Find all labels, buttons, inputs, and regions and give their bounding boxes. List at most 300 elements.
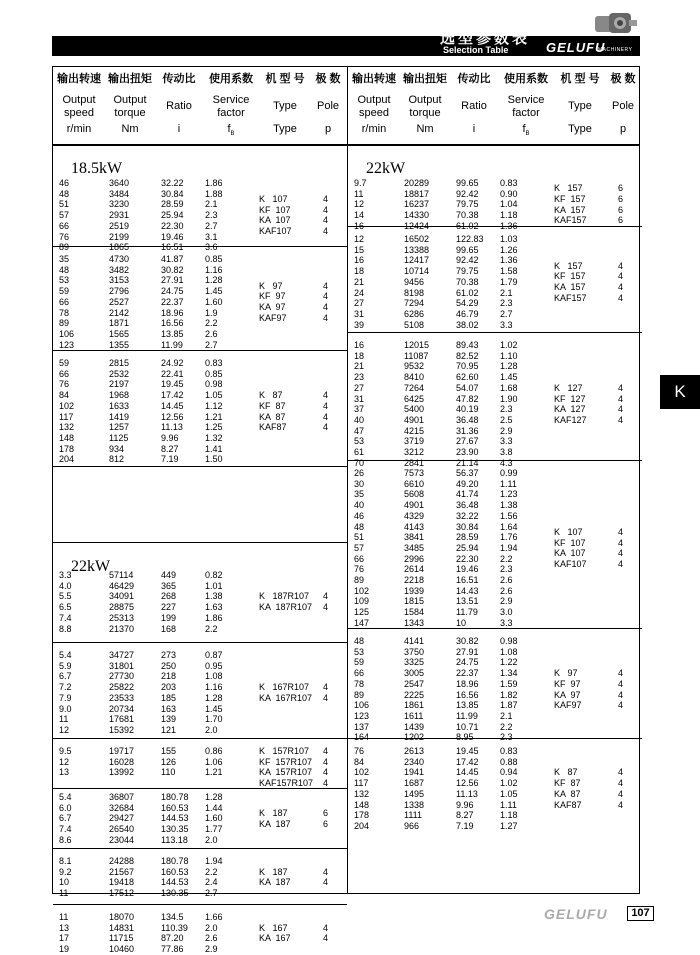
pole-value: 6 [618,204,624,215]
cell-value: 40 [354,500,365,511]
group-separator [53,904,347,905]
group-separator [53,466,347,467]
col-pole [618,383,623,426]
cell-value: 2.5 [500,414,513,425]
cell-value: 7.2 [59,682,72,693]
cell-value: 11715 [109,933,134,944]
cell-value: 92.42 [456,188,479,199]
cell-value: 17 [59,933,70,944]
cell-value: 3.3 [500,617,513,628]
cell-value: 6425 [404,393,425,404]
cell-value: 7573 [404,468,425,478]
cell-value: 3841 [404,532,425,543]
cell-value: 1.77 [205,824,223,835]
col-pole [323,591,328,612]
pole-value: 4 [618,678,624,689]
cell-value: 25313 [109,612,135,623]
cell-value: 99.65 [456,244,479,255]
unit-subscript: B [525,131,530,138]
col-pole [323,682,328,703]
col-n [59,856,72,899]
col-m [404,746,424,832]
col-f [205,358,223,465]
cell-value: 178 [354,810,370,821]
cell-value: 1.28 [205,692,223,703]
cell-value: 1.36 [500,220,518,231]
cell-value: 3.3 [59,570,72,580]
pole-value: 6 [618,215,624,226]
cell-value: 2199 [109,231,130,242]
cell-value: 13.51 [456,596,479,607]
cell-value: 123 [59,339,75,350]
cell-value: 3005 [404,668,425,679]
cell-value: 3.3 [500,319,513,330]
col-type [554,383,587,426]
cell-value: 130.35 [161,888,189,899]
col-type [259,808,291,829]
cell-value: 1.94 [205,856,223,866]
cell-value: 7.19 [161,454,179,465]
pole-value: 4 [323,302,329,313]
cell-value: 9.7 [354,178,367,188]
pole-value: 4 [323,682,329,693]
cell-value: 5400 [404,404,425,415]
cell-value: 1.25 [205,422,223,433]
column-header-en-line: Ratio [166,100,192,112]
cell-value: 2.0 [205,724,218,735]
cell-value: 1.60 [205,296,223,307]
cell-value: 99.65 [456,178,479,188]
cell-value: 1419 [109,411,130,422]
col-n [354,234,364,330]
column-header-en-line: Type [568,100,592,112]
cell-value: 0.85 [205,254,223,264]
cell-value: 139 [161,714,177,725]
column-header-en-line: Service [507,94,545,106]
cell-value: 1338 [404,799,425,810]
cell-value: 31801 [109,660,135,671]
type-value: KF 97 [259,291,286,302]
cell-value: 76 [59,231,70,242]
cell-value: 2.0 [205,922,218,933]
cell-value: 51 [354,532,365,543]
pole-value: 4 [618,382,624,393]
pole-value: 4 [323,922,329,933]
cell-value: 6.5 [59,602,72,613]
cell-value: 2340 [404,756,425,767]
type-value: KF 107 [554,537,586,548]
pole-value: 4 [618,271,624,282]
cell-value: 2.7 [205,339,218,350]
cell-value: 40 [354,414,365,425]
cell-value: 2142 [109,307,130,318]
cell-value: 1.86 [205,612,223,623]
type-value: KA 187 [259,818,291,829]
col-type [259,281,287,324]
col-type [259,867,291,888]
cell-value: 28.59 [456,532,479,543]
col-m [109,254,129,350]
cell-value: 1.94 [500,542,518,553]
cell-value: 0.90 [500,188,518,199]
cell-value: 0.87 [205,650,223,660]
column-header-en-line: speed [64,107,94,119]
cell-value: 25.94 [161,210,184,221]
cell-value: 12 [354,234,365,244]
pole-value: 4 [618,700,624,711]
col-i [456,468,479,629]
cell-value: 117 [59,411,74,422]
cell-value: 1.04 [500,199,518,210]
cell-value: 15392 [109,724,135,735]
column-header-en [105,94,155,120]
cell-value: 164 [354,732,370,743]
cell-value: 1.70 [205,714,223,725]
cell-value: 70.38 [456,276,479,287]
cell-value: 1.16 [205,264,223,275]
type-value: K 187 [259,866,288,877]
column-header-en [352,94,396,120]
cell-value: 16.56 [161,318,184,329]
group-separator [348,460,642,461]
cell-value: 102 [354,767,370,778]
type-value: KA 97 [554,689,581,700]
cell-value: 8.95 [456,732,474,743]
cell-value: 3640 [109,178,130,188]
cell-value: 0.86 [205,746,223,756]
column-header-zh: 输出转速 [352,73,396,85]
col-i [456,234,484,330]
col-f [205,570,223,634]
cell-value: 1355 [109,339,130,350]
cell-value: 1968 [109,390,130,401]
cell-value: 24.75 [161,286,184,297]
type-value: KA 157 [554,204,586,215]
cell-value: 18070 [109,912,135,922]
type-value: KAF97 [554,700,582,711]
cell-value: 1.79 [500,276,518,287]
cell-value: 1.28 [205,275,223,286]
cell-value: 16.51 [456,575,479,586]
cell-value: 1.87 [500,700,518,711]
col-i [456,178,479,232]
pole-value: 4 [618,537,624,548]
cell-value: 3.8 [500,447,513,458]
col-pole [618,183,623,226]
cell-value: 160.53 [161,866,189,877]
column-unit: $f_B$ [227,123,235,138]
cell-value: 1861 [404,700,425,711]
cell-value: 12015 [404,340,430,350]
cell-value: 61.02 [456,220,479,231]
col-i [456,340,479,468]
cell-value: 1.21 [205,767,223,778]
cell-value: 8.27 [456,810,474,821]
cell-value: 1.56 [500,510,518,521]
cell-value: 12.56 [161,411,184,422]
col-m [109,856,134,899]
col-type [259,194,292,237]
cell-value: 92.42 [456,255,479,266]
column-unit: p [324,123,332,135]
cell-value: 27730 [109,671,135,682]
col-n [59,792,72,846]
cell-value: 61 [354,447,365,458]
cell-value: 54.07 [456,382,479,393]
column-header-en-line: speed [359,107,389,119]
cell-value: 2527 [109,296,130,307]
group-separator [348,332,642,333]
cell-value: 11.13 [456,788,478,799]
cell-value: 125 [354,607,370,618]
group-separator [53,350,347,351]
cell-value: 34091 [109,591,135,602]
cell-value: 32684 [109,802,135,813]
cell-value: 14831 [109,922,135,933]
type-value: K 167 [259,922,288,933]
pole-value: 4 [323,280,329,291]
type-value: KF 97 [554,678,581,689]
cell-value: 84 [354,756,365,767]
pole-value: 4 [323,400,329,411]
cell-value: 22.41 [161,368,184,379]
cell-value: 1.59 [500,678,518,689]
cell-value: 48 [354,521,365,532]
cell-value: 2.6 [205,933,218,944]
cell-value: 2.3 [500,298,513,309]
cell-value: 3325 [404,657,425,668]
pole-value: 4 [323,291,329,302]
left-panel [53,146,347,955]
pole-value: 4 [323,194,329,205]
power-title: 18.5kW [71,160,123,177]
col-m [109,178,129,253]
type-value: KF 157 [554,194,586,205]
type-value: KA 87 [259,411,286,422]
cell-value: 0.99 [500,468,518,478]
cell-value: 11.13 [161,422,183,433]
column-unit: r/min [66,123,92,135]
cell-value: 11 [59,888,69,899]
cell-value: 1.45 [205,286,223,297]
cell-value: 1.08 [500,646,518,657]
group-separator [348,226,642,227]
cell-value: 59 [354,657,365,668]
cell-value: 1.21 [205,411,223,422]
cell-value: 2519 [109,220,130,231]
cell-value: 82.52 [456,350,479,361]
cell-value: 1.12 [205,400,223,411]
cell-value: 16502 [404,234,430,244]
group-separator [348,738,642,739]
cell-value: 1.28 [500,361,518,372]
cell-value: 2.4 [205,877,218,888]
cell-value: 16237 [404,199,430,210]
cell-value: 70.95 [456,361,479,372]
cell-value: 180.78 [161,856,189,866]
pole-value: 4 [618,668,624,679]
col-type [259,746,313,789]
col-i [161,792,189,846]
cell-value: 2.2 [500,721,513,732]
cell-value: 89.43 [456,340,479,350]
cell-value: 144.53 [161,813,189,824]
col-pole [323,746,328,789]
cell-value: 46.79 [456,308,479,319]
cell-value: 30.84 [456,521,479,532]
cell-value: 18817 [404,188,430,199]
cell-value: 66 [354,553,365,564]
cell-value: 130.35 [161,824,189,835]
cell-value: 3.1 [205,231,218,242]
cell-value: 13992 [109,767,135,778]
cell-value: 0.98 [205,379,223,390]
col-f [205,650,223,736]
cell-value: 89 [59,242,70,253]
cell-value: 1.88 [205,188,223,199]
cell-value: 5.4 [59,650,72,660]
cell-value: 16 [354,340,365,350]
pole-value: 4 [323,422,329,433]
column-unit: $f_B$ [522,123,530,138]
pole-value: 4 [618,414,624,425]
cell-value: 76 [354,746,365,756]
cell-value: 1.64 [500,521,518,532]
cell-value: 25.94 [456,542,479,553]
pole-value: 4 [323,602,329,613]
col-m [109,912,134,955]
cell-value: 38.02 [456,319,479,330]
cell-value: 2.3 [205,210,218,221]
cell-value: 40.19 [456,404,479,415]
cell-value: 148 [59,432,75,443]
column-header-zh: 传动比 [457,73,491,85]
pole-value: 4 [323,866,329,877]
col-type [554,668,582,711]
cell-value: 30.82 [161,264,184,275]
cell-value: 2841 [404,457,425,468]
column-header-en [57,94,101,120]
column-header-zh: 输出扭矩 [403,73,447,85]
cell-value: 66 [59,368,70,379]
type-value: K 167R107 [259,682,310,693]
column-header-en-line: Output [357,94,391,106]
cell-value: 9.96 [161,432,179,443]
cell-value: 12424 [404,220,430,231]
type-value: KA 127 [554,404,586,415]
column-unit: r/min [361,123,387,135]
cell-value: 2.2 [205,318,218,329]
cell-value: 1.10 [500,350,518,361]
column-header-en [159,100,199,113]
cell-value: 9.2 [59,866,72,877]
cell-value: 32.22 [161,178,184,188]
cell-value: 26540 [109,824,135,835]
cell-value: 0.82 [205,570,223,580]
type-value: KAF87 [259,422,287,433]
cell-value: 2218 [404,575,425,586]
cell-value: 76 [59,379,70,390]
cell-value: 1.03 [500,234,518,244]
column-unit: i [177,123,181,135]
cell-value: 1.28 [205,792,223,802]
cell-value: 13.85 [456,700,479,711]
cell-value: 18 [354,350,365,361]
cell-value: 2614 [404,564,425,575]
cell-value: 66 [59,220,70,231]
group-separator [53,848,347,849]
column-header-en-line: factor [217,107,245,119]
cell-value: 1687 [404,778,425,789]
pole-value: 4 [323,312,329,323]
cell-value: 25822 [109,682,135,693]
col-i [161,746,176,778]
cell-value: 1.66 [205,912,223,922]
cell-value: 5.9 [59,660,72,671]
cell-value: 7.19 [456,820,474,831]
cell-value: 273 [161,650,177,660]
cell-value: 89 [354,689,365,700]
cell-value: 70 [354,457,365,468]
cell-value: 27 [354,298,365,309]
col-f [500,636,518,743]
cell-value: 5108 [404,319,425,330]
cell-value: 48 [354,636,365,646]
type-value: K 157 [554,183,583,194]
column-header-en-line: Type [273,100,297,112]
cell-value: 12 [59,756,70,767]
cell-value: 53 [354,436,365,447]
cell-value: 28.59 [161,199,184,210]
cell-value: 19717 [109,746,135,756]
col-f [500,178,518,232]
cell-value: 13 [59,922,70,933]
pole-value: 4 [323,767,329,778]
cell-value: 47.82 [456,393,479,404]
pole-value: 4 [618,260,624,271]
pole-value: 4 [323,390,329,401]
cell-value: 9.0 [59,703,72,714]
cell-value: 2197 [109,379,130,390]
cell-value: 1.27 [500,820,518,831]
cell-value: 30.84 [161,188,184,199]
cell-value: 1.38 [205,591,223,602]
cell-value: 1.68 [500,382,518,393]
cell-value: 22.30 [161,220,184,231]
cell-value: 16.51 [161,242,184,253]
col-type [554,183,587,226]
cell-value: 18 [354,266,365,277]
group-separator [348,628,642,629]
column-header-en-line: factor [512,107,540,119]
cell-value: 1.34 [500,668,518,679]
cell-value: 9.5 [59,746,72,756]
type-value: KF 157 [554,271,586,282]
cell-value: 89 [59,318,70,329]
cell-value: 1.05 [205,390,223,401]
cell-value: 12 [354,199,365,210]
col-pole [618,527,623,570]
cell-value: 180.78 [161,792,189,802]
cell-value: 22.30 [456,553,479,564]
pole-value: 4 [618,548,624,559]
column-header-en-line: torque [114,107,146,119]
col-n [354,746,369,832]
cell-value: 1.9 [205,307,218,318]
cell-value: 24.75 [456,657,479,668]
column-header-en [311,100,345,113]
pole-value: 4 [323,215,329,226]
